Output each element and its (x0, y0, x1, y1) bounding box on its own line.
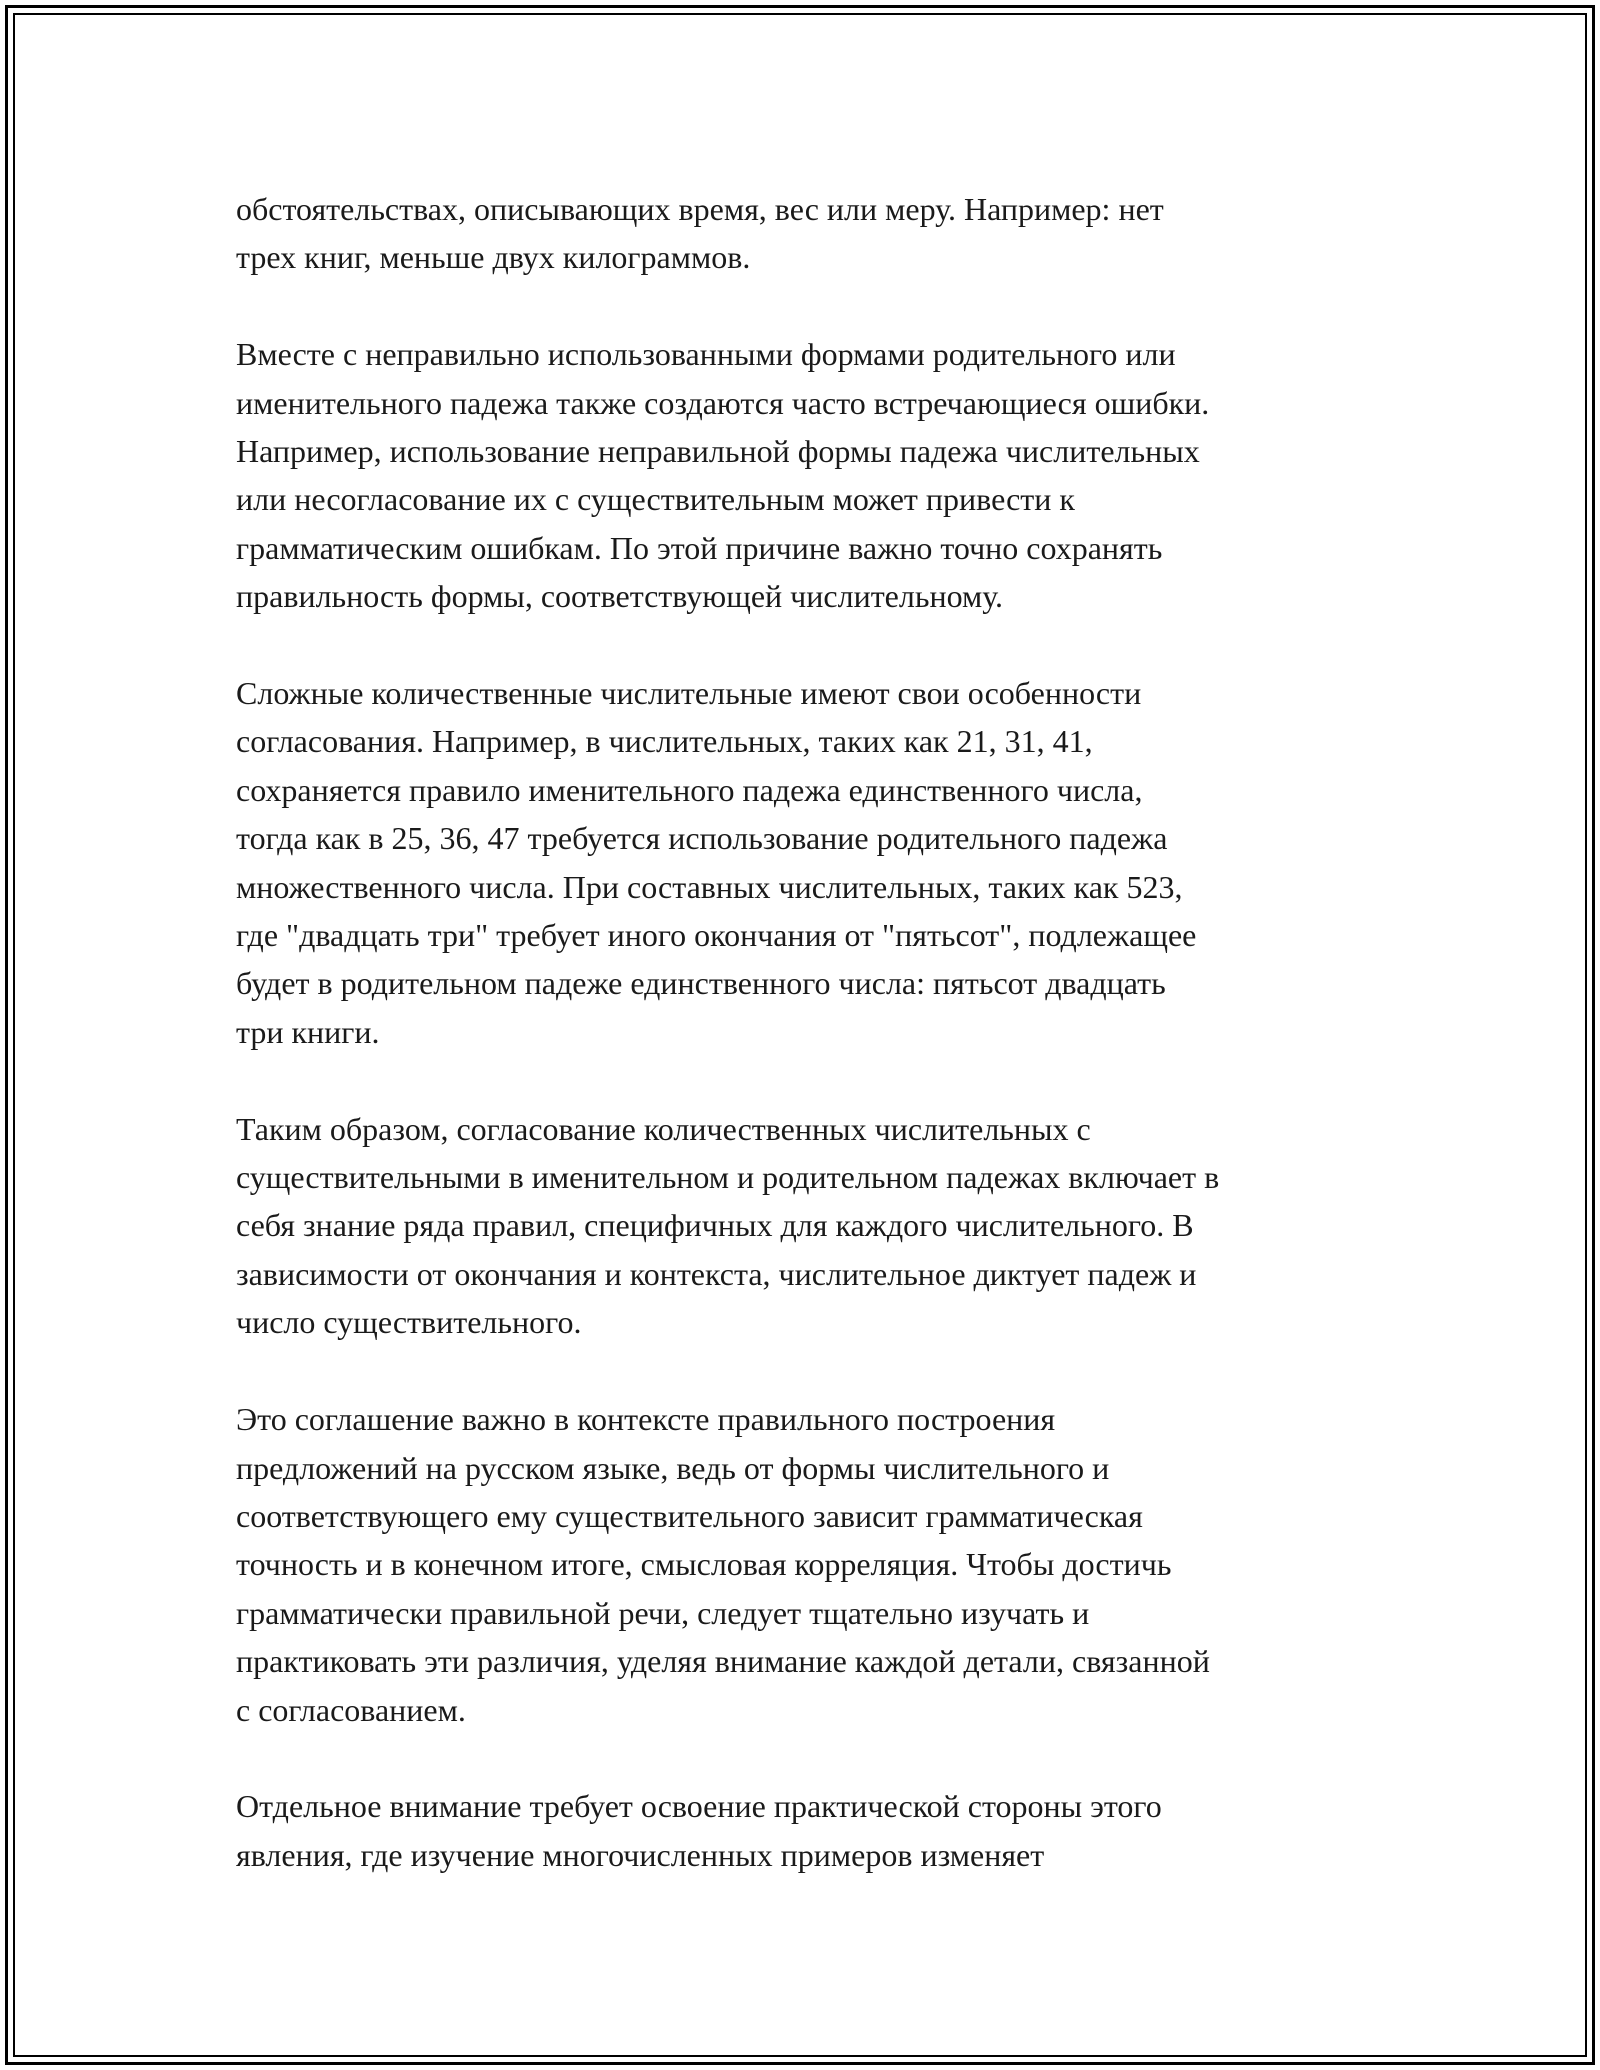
paragraph: Это соглашение важно в контексте правильного построения предложений на русском языке, ведь от формы числительного и соответствующего ему существительного зависит грамматическая точность и в конечном итоге, смысловая корреляция. Чтобы достичь грамматически правильной речи, следует тщательно изучать и практиковать эти различия, уделяя внимание каждой детали, связанной с согласованием. (236, 1401, 1210, 1728)
paragraph: Вместе с неправильно использованными формами родительного или именительного падежа также создаются часто встречающиеся ошибки. Например, использование неправильной формы падежа числительных или несогласование их с существительным может привести к грамматическим ошибкам. По этой причине важно точно сохранять правильность формы, соответствующей числительному. (236, 336, 1210, 615)
document-body (236, 185, 1376, 1928)
paragraph: обстоятельствах, описывающих время, вес или меру. Например: нет трех книг, меньше двух килограммов. (236, 191, 1164, 276)
paragraph: Сложные количественные числительные имеют свои особенности согласования. Например, в числительных, таких как 21, 31, 41, сохраняется правило именительного падежа единственного числа, тогда как в 25, 36, 47 требуется использование родительного падежа множественного числа. При составных числительных, таких как 523, где "двадцать три" требует иного окончания от "пятьсот", подлежащее будет в родительном падеже единственного числа: пятьсот двадцать три книги. (236, 675, 1197, 1050)
paragraph: Таким образом, согласование количественных числительных с существительными в именительном и родительном падежах включает в себя знание ряда правил, специфичных для каждого числительного. В зависимости от окончания и контекста, числительное диктует падеж и число существительного. (236, 1110, 1220, 1341)
paragraph: Отдельное внимание требует освоение практической стороны этого явления, где изучение многочисленных примеров изменяет (236, 1788, 1162, 1873)
